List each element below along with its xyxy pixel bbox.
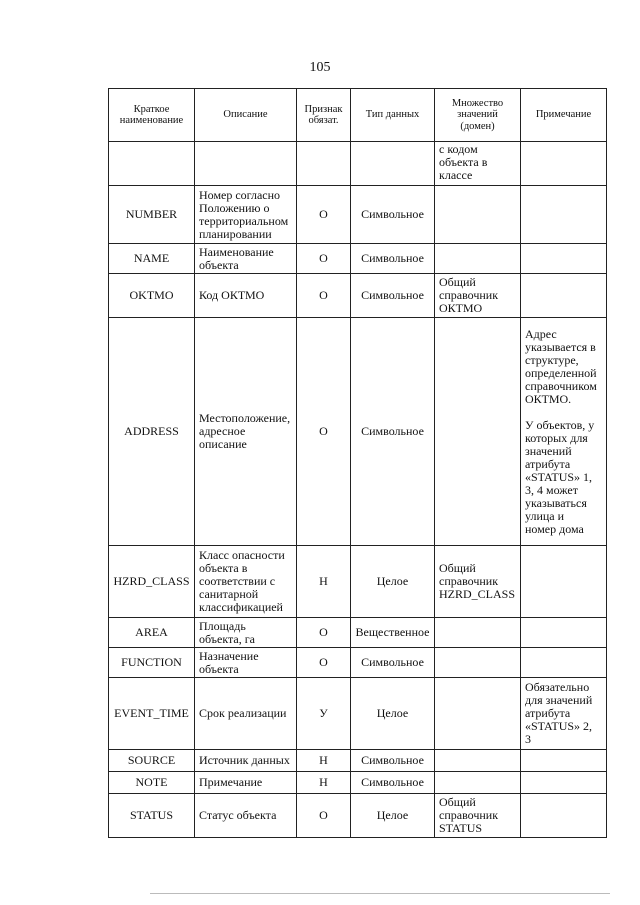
table-row [109,678,607,750]
cell-name: EVENT_TIME [109,678,195,750]
cell-note [521,618,607,648]
cell-data-type: Вещественное [351,618,435,648]
header-note: Примечание [521,89,607,142]
cell-description: Статус объекта [195,794,297,838]
header-description: Описание [195,89,297,142]
cell-name: OKTMO [109,274,195,318]
cell-data-type: Целое [351,546,435,618]
cell-domain: Общий справочник ОКТМО [435,274,521,318]
cell-domain [435,318,521,546]
cell-required: У [297,678,351,750]
cell-domain: с кодом объекта в классе [435,142,521,186]
cell-required: О [297,244,351,274]
cell-domain: Общий справочник HZRD_CLASS [435,546,521,618]
cell-required: Н [297,750,351,772]
cell-required: О [297,274,351,318]
cell-description: Код ОКТМО [195,274,297,318]
table-row [109,186,607,244]
cell-required: О [297,318,351,546]
cell-data-type: Символьное [351,772,435,794]
cell-required: О [297,648,351,678]
cell-name: STATUS [109,794,195,838]
cell-data-type: Целое [351,678,435,750]
cell-description: Класс опасности объекта в соответствии с санитарной классификацией [195,546,297,618]
cell-name: NUMBER [109,186,195,244]
cell-data-type: Символьное [351,648,435,678]
cell-description: Площадь объекта, га [195,618,297,648]
cell-required: Н [297,772,351,794]
cell-note [521,750,607,772]
cell-required: О [297,186,351,244]
cell-note [521,772,607,794]
bottom-divider [150,893,610,894]
cell-required: О [297,794,351,838]
table-row [109,750,607,772]
table-row [109,244,607,274]
cell-domain [435,772,521,794]
cell-description: Номер согласно Положению о территориальном планировании [195,186,297,244]
cell-domain [435,648,521,678]
cell-note [521,648,607,678]
cell-name: NAME [109,244,195,274]
cell-note [521,274,607,318]
table-row [109,546,607,618]
table-header-row [109,89,607,142]
cell-description [195,142,297,186]
cell-data-type: Символьное [351,274,435,318]
table-row [109,772,607,794]
cell-data-type: Символьное [351,244,435,274]
cell-note [521,794,607,838]
header-data-type: Тип данных [351,89,435,142]
cell-name: FUNCTION [109,648,195,678]
cell-data-type: Целое [351,794,435,838]
cell-description: Наименование объекта [195,244,297,274]
cell-domain [435,678,521,750]
cell-note [521,244,607,274]
table-row [109,142,607,186]
cell-domain [435,244,521,274]
cell-note: Адрес указывается в структуре, определенной справочником ОКТМО. У объектов, у которых для значений атрибута «STATUS» 1, 3, 4 может указываться улица и номер дома [521,318,607,546]
cell-description: Назначение объекта [195,648,297,678]
cell-description: Срок реализации [195,678,297,750]
cell-note: Обязательно для значений атрибута «STATUS» 2, 3 [521,678,607,750]
cell-description: Примечание [195,772,297,794]
header-domain: Множество значений (домен) [435,89,521,142]
cell-data-type: Символьное [351,186,435,244]
cell-data-type [351,142,435,186]
cell-note [521,546,607,618]
header-required: Признак обязат. [297,89,351,142]
table-row [109,648,607,678]
table-row [109,794,607,838]
cell-name: SOURCE [109,750,195,772]
header-short-name: Краткое наименование [109,89,195,142]
table-row [109,274,607,318]
cell-name [109,142,195,186]
cell-name: HZRD_CLASS [109,546,195,618]
cell-description: Источник данных [195,750,297,772]
cell-name: AREA [109,618,195,648]
cell-required: Н [297,546,351,618]
cell-name: NOTE [109,772,195,794]
cell-domain [435,618,521,648]
attribute-table [108,88,607,838]
table-row [109,318,607,546]
cell-name: ADDRESS [109,318,195,546]
cell-required [297,142,351,186]
cell-domain: Общий справочник STATUS [435,794,521,838]
cell-required: О [297,618,351,648]
cell-data-type: Символьное [351,318,435,546]
cell-note [521,186,607,244]
cell-description: Местоположение, адресное описание [195,318,297,546]
cell-domain [435,186,521,244]
cell-domain [435,750,521,772]
cell-note [521,142,607,186]
cell-data-type: Символьное [351,750,435,772]
table-row [109,618,607,648]
page-number: 105 [309,60,331,75]
